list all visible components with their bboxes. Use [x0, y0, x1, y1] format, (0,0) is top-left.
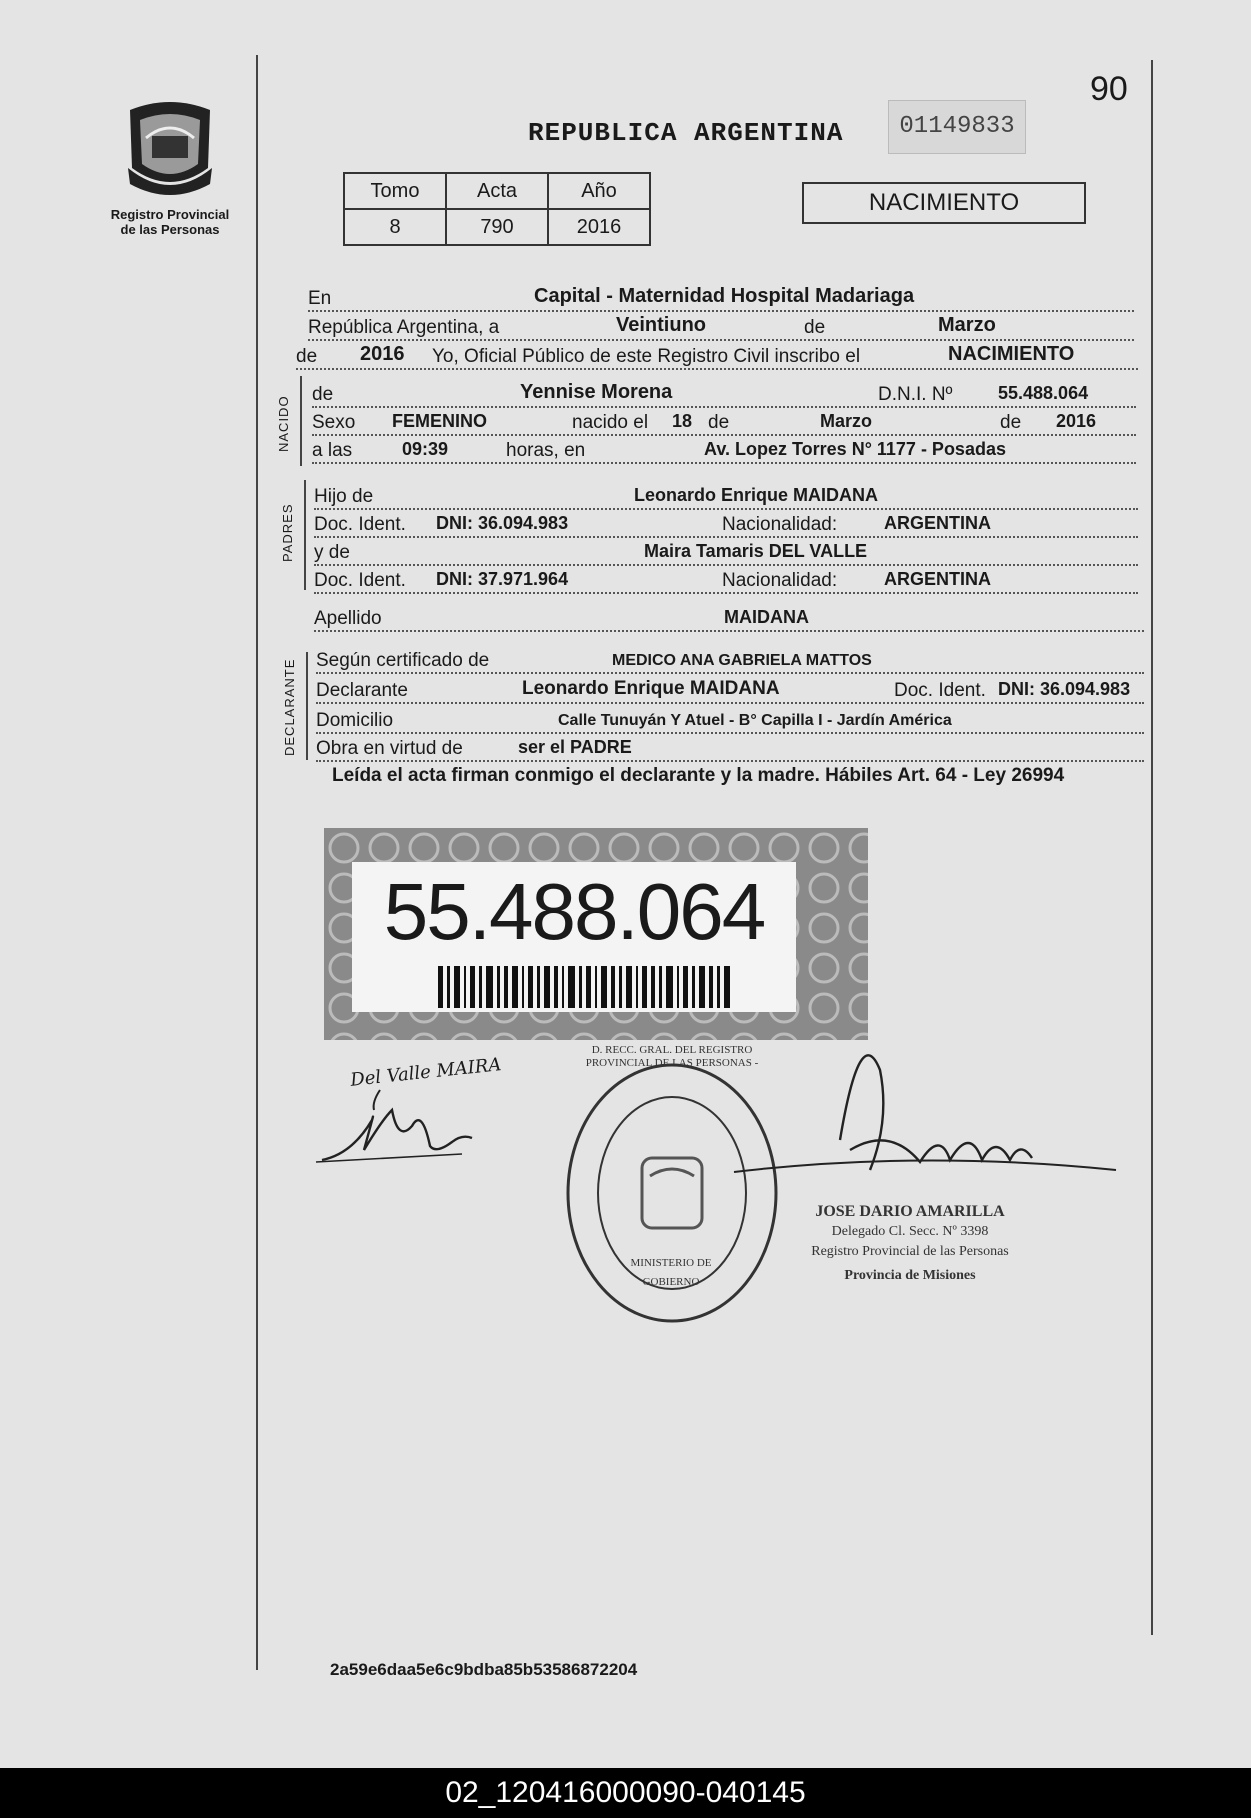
place-value: Capital - Maternidad Hospital Madariaga	[534, 285, 915, 307]
declarant-doc-value: DNI: 36.094.983	[998, 679, 1131, 699]
label-de-birth-year: de	[1000, 412, 1022, 433]
label-nacionalidad-father: Nacionalidad:	[722, 514, 838, 535]
label-y-de: y de	[314, 542, 350, 563]
father-doc-value: DNI: 36.094.983	[436, 513, 569, 533]
official-title: Delegado Cl. Secc. Nº 3398	[831, 1224, 989, 1239]
table-header-acta: Acta	[446, 173, 548, 209]
dni-sticker	[324, 828, 868, 1040]
label-de-month: de	[804, 317, 826, 338]
mother-name-value: Maira Tamaris DEL VALLE	[644, 541, 868, 561]
child-dni-value: 55.488.064	[998, 383, 1089, 403]
time-value: 09:39	[402, 439, 449, 459]
mother-name-line	[314, 538, 1138, 566]
table-value-acta: 790	[446, 209, 548, 245]
label-dni-child: D.N.I. Nº	[878, 384, 953, 405]
official-signature	[720, 1030, 1120, 1330]
declarant-line	[316, 676, 1144, 704]
label-doc-ident-father: Doc. Ident.	[314, 514, 406, 535]
section-label-nacido: NACIDO	[276, 395, 291, 452]
label-de-child: de	[312, 384, 334, 405]
official-org: Registro Provincial de las Personas	[811, 1244, 1009, 1259]
place-line	[308, 284, 1134, 312]
round-stamp-inner-text: MINISTERIO DE GOBIERNO	[630, 1257, 712, 1288]
hash-code: 2a59e6daa5e6c9bdba85b53586872204	[330, 1660, 638, 1679]
nacido-bracket	[300, 376, 302, 466]
father-name-line	[314, 482, 1138, 510]
serial-number-stamp: 01149833	[888, 100, 1026, 154]
sex-line	[312, 408, 1136, 436]
label-de-birth: de	[708, 412, 730, 433]
label-de-year: de	[296, 346, 318, 367]
label-declarante: Declarante	[316, 680, 408, 701]
official-province: Provincia de Misiones	[844, 1268, 976, 1283]
section-label-declarante: DECLARANTE	[282, 658, 297, 756]
father-name-value: Leonardo Enrique MAIDANA	[634, 485, 879, 505]
closing-note: Leída el acta firman conmigo el declarante y la madre. Hábiles Art. 64 - Ley 26994	[332, 765, 1065, 786]
logo-caption-line2: de las Personas	[120, 222, 220, 237]
official-name: JOSE DARIO AMARILLA	[815, 1203, 1005, 1220]
label-a-las: a las	[312, 440, 353, 461]
logo-caption-line1: Registro Provincial	[110, 207, 230, 222]
address-line	[316, 706, 1144, 734]
label-republica: República Argentina, a	[308, 317, 500, 338]
birth-month-value: Marzo	[820, 411, 873, 431]
label-sexo: Sexo	[312, 412, 356, 433]
left-margin-line	[256, 55, 258, 1670]
table-value-tomo: 8	[344, 209, 446, 245]
certificate-value: MEDICO ANA GABRIELA MATTOS	[612, 652, 872, 669]
label-hijo-de: Hijo de	[314, 486, 374, 507]
day-value: Veintiuno	[616, 314, 706, 336]
sticker-dni-number: 55.488.064	[383, 867, 765, 956]
sex-value: FEMENINO	[392, 411, 488, 431]
month-value: Marzo	[938, 314, 996, 336]
birth-day-value: 18	[672, 411, 693, 431]
capacity-value: ser el PADRE	[518, 737, 632, 757]
label-en: En	[308, 288, 332, 309]
capacity-line	[316, 734, 1144, 762]
table-header-tomo: Tomo	[344, 173, 446, 209]
father-nationality-value: ARGENTINA	[884, 513, 991, 533]
birth-place-value: Av. Lopez Torres N° 1177 - Posadas	[704, 439, 1006, 459]
round-stamp-outer-text: D. RECC. GRAL. DEL REGISTRO PROVINCIAL DE LAS PERSONAS -	[585, 1044, 759, 1069]
address-value: Calle Tunuyán Y Atuel - B° Capilla I - Jardín América	[558, 712, 952, 729]
mother-doc-value: DNI: 37.971.964	[436, 569, 569, 589]
mother-doc-line	[314, 566, 1138, 594]
mother-signature	[312, 1050, 512, 1170]
registry-table	[343, 172, 651, 246]
time-line	[312, 436, 1136, 464]
label-obra-en-virtud: Obra en virtud de	[316, 738, 463, 759]
date-line	[308, 313, 1134, 341]
mother-nationality-value: ARGENTINA	[884, 569, 991, 589]
year-value: 2016	[360, 343, 405, 365]
birth-year-value: 2016	[1056, 411, 1097, 431]
label-nacido-el: nacido el	[572, 412, 649, 433]
event-value: NACIMIENTO	[948, 343, 1075, 365]
label-horas-en: horas, en	[506, 440, 586, 461]
table-value-anio: 2016	[548, 209, 650, 245]
label-segun-certificado: Según certificado de	[316, 650, 490, 671]
table-header-anio: Año	[548, 173, 650, 209]
registry-logo	[110, 98, 230, 237]
label-nacionalidad-mother: Nacionalidad:	[722, 570, 838, 591]
label-apellido: Apellido	[314, 608, 382, 629]
record-type-box: NACIMIENTO	[802, 182, 1086, 224]
child-name-value: Yennise Morena	[520, 381, 673, 403]
country-title: REPUBLICA ARGENTINA	[528, 118, 844, 148]
certificate-line	[316, 646, 1144, 674]
footer-filename: 02_120416000090-040145	[0, 1768, 1251, 1818]
year-line	[296, 342, 1138, 370]
barcode-icon	[438, 966, 734, 1008]
declarante-bracket	[306, 652, 308, 760]
surname-line	[314, 604, 1144, 632]
sticker-label	[352, 862, 796, 1012]
surname-value: MAIDANA	[724, 607, 809, 627]
official-signature-scribble	[720, 1030, 1120, 1180]
right-margin-line	[1151, 60, 1153, 1635]
page-number: 90	[1090, 70, 1128, 108]
father-doc-line	[314, 510, 1138, 538]
label-doc-ident-declarant: Doc. Ident.	[894, 680, 986, 701]
section-label-padres: PADRES	[280, 503, 295, 562]
mother-signature-scribble	[312, 1050, 512, 1170]
mother-handwritten-name: Del Valle MAIRA	[349, 1054, 503, 1091]
padres-bracket	[304, 480, 306, 590]
child-name-line	[312, 380, 1136, 408]
provincial-seal-icon	[122, 98, 218, 198]
label-domicilio: Domicilio	[316, 710, 394, 731]
label-yo-oficial: Yo, Oficial Público de este Registro Civil inscribo el	[432, 346, 861, 367]
declarant-name-value: Leonardo Enrique MAIDANA	[522, 678, 780, 699]
label-doc-ident-mother: Doc. Ident.	[314, 570, 406, 591]
